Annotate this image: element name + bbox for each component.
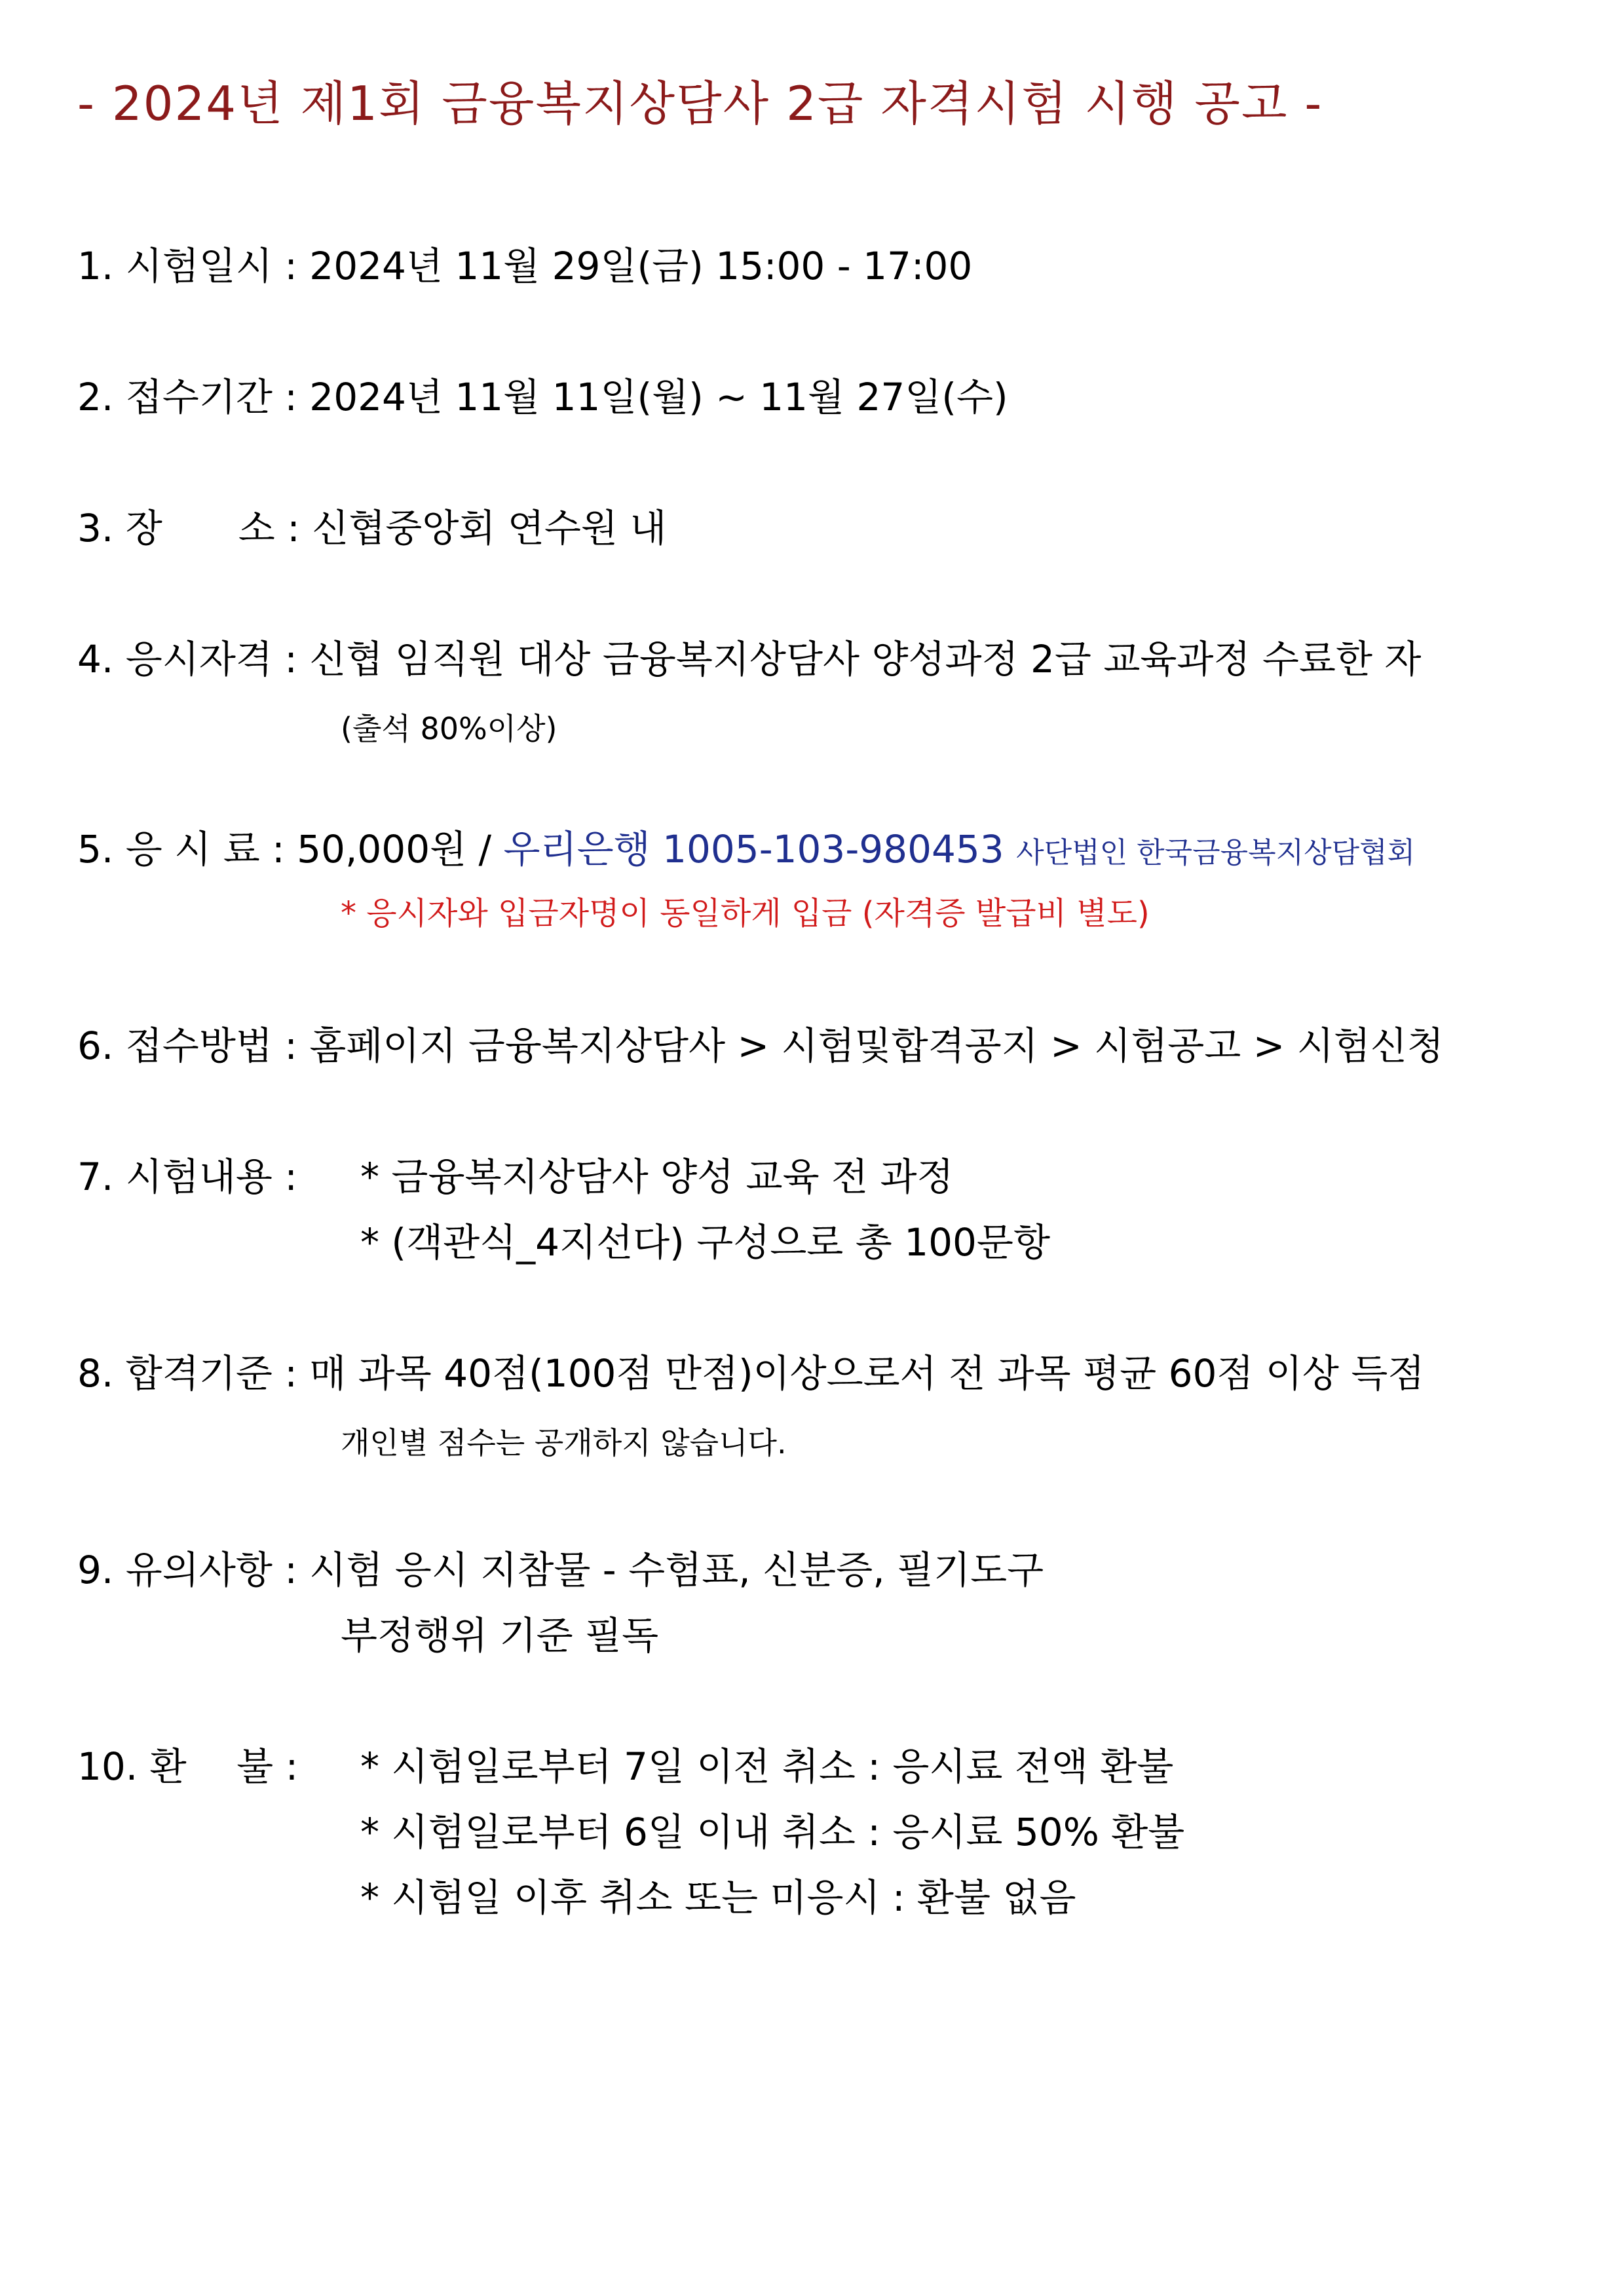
exam-fee-amount: 5. 응 시 료 : 50,000원 /: [77, 827, 504, 871]
exam-fee-line: [77, 823, 1415, 879]
refund-item-3: * 시험일 이후 취소 또는 미응시 : 환불 없음: [360, 1875, 1076, 1920]
refund-item-1: * 시험일로부터 7일 이전 취소 : 응시료 전액 환불: [360, 1744, 1174, 1789]
exam-content-label: 7. 시험내용 :: [77, 1155, 297, 1199]
notice-line-2: 부정행위 기준 필독: [341, 1613, 659, 1658]
registration-period-line: 2. 접수기간 : 2024년 11월 11일(월) ~ 11월 27일(수): [77, 375, 1008, 419]
exam-fee-note: * 응시자와 입금자명이 동일하게 입금 (자격증 발급비 별도): [341, 895, 1150, 932]
pass-criteria-note: 개인별 점수는 공개하지 않습니다.: [341, 1425, 787, 1461]
exam-content-item-2: * (객관식_4지선다) 구성으로 총 100문항: [360, 1220, 1050, 1265]
page-title: - 2024년 제1회 금융복지상담사 2급 자격시험 시행 공고 -: [77, 76, 1323, 131]
exam-date-line: 1. 시험일시 : 2024년 11월 29일(금) 15:00 - 17:00: [77, 244, 973, 288]
registration-method-line: 6. 접수방법 : 홈페이지 금융복지상담사 > 시험및합격공지 > 시험공고 > 시험신청: [77, 1024, 1444, 1068]
qualification-line: 4. 응시자격 : 신협 임직원 대상 금융복지상담사 양성과정 2급 교육과정 수료한 자: [77, 637, 1422, 681]
pass-criteria-line: 8. 합격기준 : 매 과목 40점(100점 만점)이상으로서 전 과목 평균 60점 이상 득점: [77, 1351, 1425, 1396]
notice-line: 9. 유의사항 : 시험 응시 지참물 - 수험표, 신분증, 필기도구: [77, 1548, 1044, 1592]
refund-item-2: * 시험일로부터 6일 이내 취소 : 응시료 50% 환불: [360, 1810, 1185, 1854]
qualification-note: (출석 80%이상): [341, 711, 557, 746]
account-holder: 사단법인 한국금융복지상담협회: [1016, 836, 1416, 870]
exam-content-item-1: * 금융복지상담사 양성 교육 전 과정: [360, 1155, 954, 1199]
refund-label: 10. 환 불 :: [77, 1744, 299, 1789]
bank-account: 우리은행 1005-103-980453: [503, 827, 1004, 871]
exam-place-line: 3. 장 소 : 신협중앙회 연수원 내: [77, 506, 667, 550]
